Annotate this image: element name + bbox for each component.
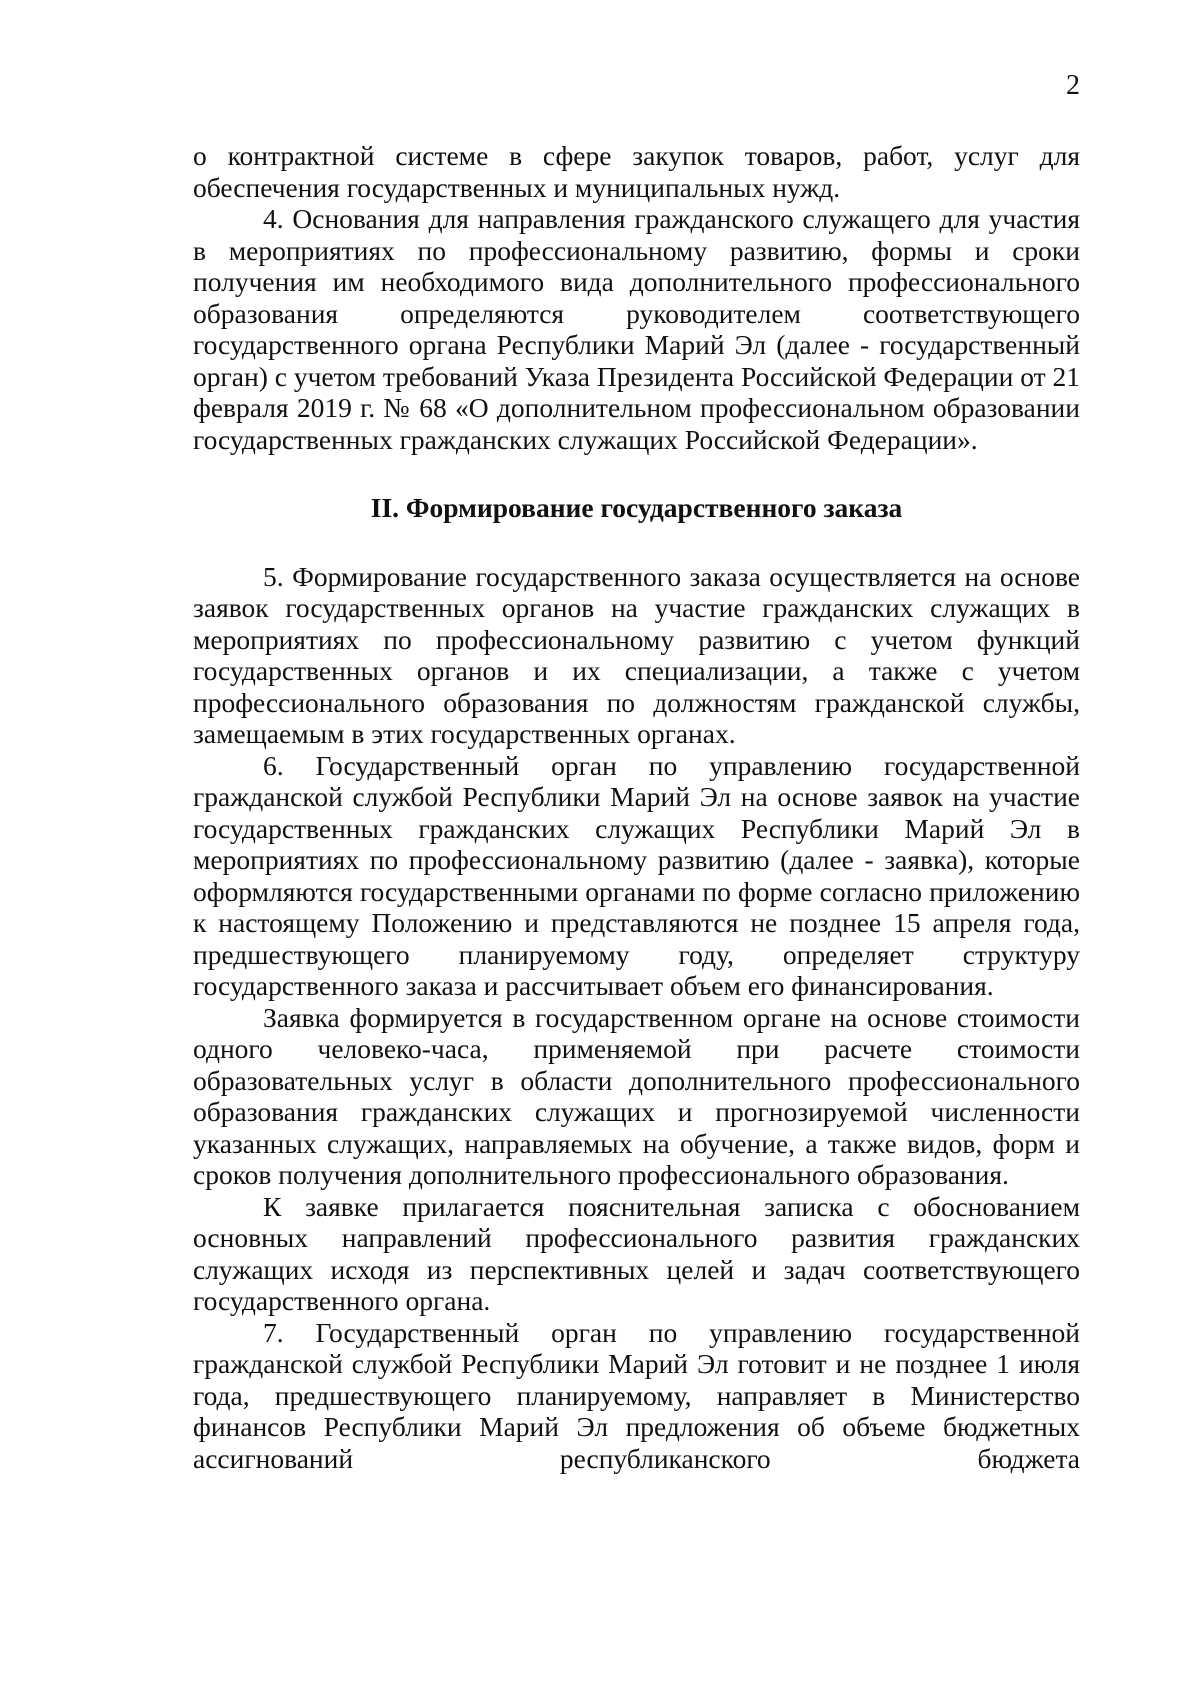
paragraph-item-4: 4. Основания для направления гражданского служащего для участия в мероприятиях по профессиональному развитию, формы и сроки получения им необходимого вида дополнительного профессионального образования определяются руководителем соответствующего государственного органа Республики Марий Эл (далее - государственный орган) с учетом требований Указа Президента Российской Федерации от 21 февраля 2019 г. № 68 «О дополнительном профессиональном образовании государственных гражданских служащих Российской Федерации». (193, 203, 1080, 455)
paragraph-item-6: 6. Государственный орган по управлению государственной гражданской службой Республики Марий Эл на основе заявок на участие государственных гражданских служащих Республики Марий Эл в мероприятиях по профессиональному развитию (далее - заявка), которые оформляются государственными органами по форме согласно приложению к настоящему Положению и представляются не позднее 15 апреля года, предшествующего планируемому году, определяет структуру государственного заказа и рассчитывает объем его финансирования. (193, 749, 1080, 1001)
section-heading: II. Формирование государственного заказа (370, 492, 903, 523)
paragraph-explanatory-note: К заявке прилагается пояснительная записка с обоснованием основных направлений профессионального развития гражданских служащих исходя из перспективных целей и задач соответствующего государственного органа. (193, 1190, 1080, 1316)
paragraph-item-5: 5. Формирование государственного заказа осуществляется на основе заявок государственных органов на участие гражданских служащих в мероприятиях по профессиональному развитию с учетом функций государственных органов и их специализации, а также с учетом профессионального образования по должностям гражданской службы, замещаемым в этих государственных органах. (193, 560, 1080, 749)
paragraph-continuation: о контрактной системе в сфере закупок товаров, работ, услуг для обеспечения государственных и муниципальных нужд. (193, 140, 1080, 203)
paragraph-application: Заявка формируется в государственном органе на основе стоимости одного человеко-часа, применяемой при расчете стоимости образовательных услуг в области дополнительного профессионального образования гражданских служащих и прогнозируемой численности указанных служащих, направляемых на обучение, а также видов, форм и сроков получения дополнительного профессионального образования. (193, 1001, 1080, 1190)
page-number: 2 (1066, 70, 1080, 101)
document-body (193, 140, 1080, 1474)
paragraph-item-7: 7. Государственный орган по управлению государственной гражданской службой Республики Марий Эл готовит и не позднее 1 июля года, предшествующего планируемому, направляет в Министерство финансов Республики Марий Эл предложения об объеме бюджетных ассигнований республиканского бюджета (193, 1316, 1080, 1474)
